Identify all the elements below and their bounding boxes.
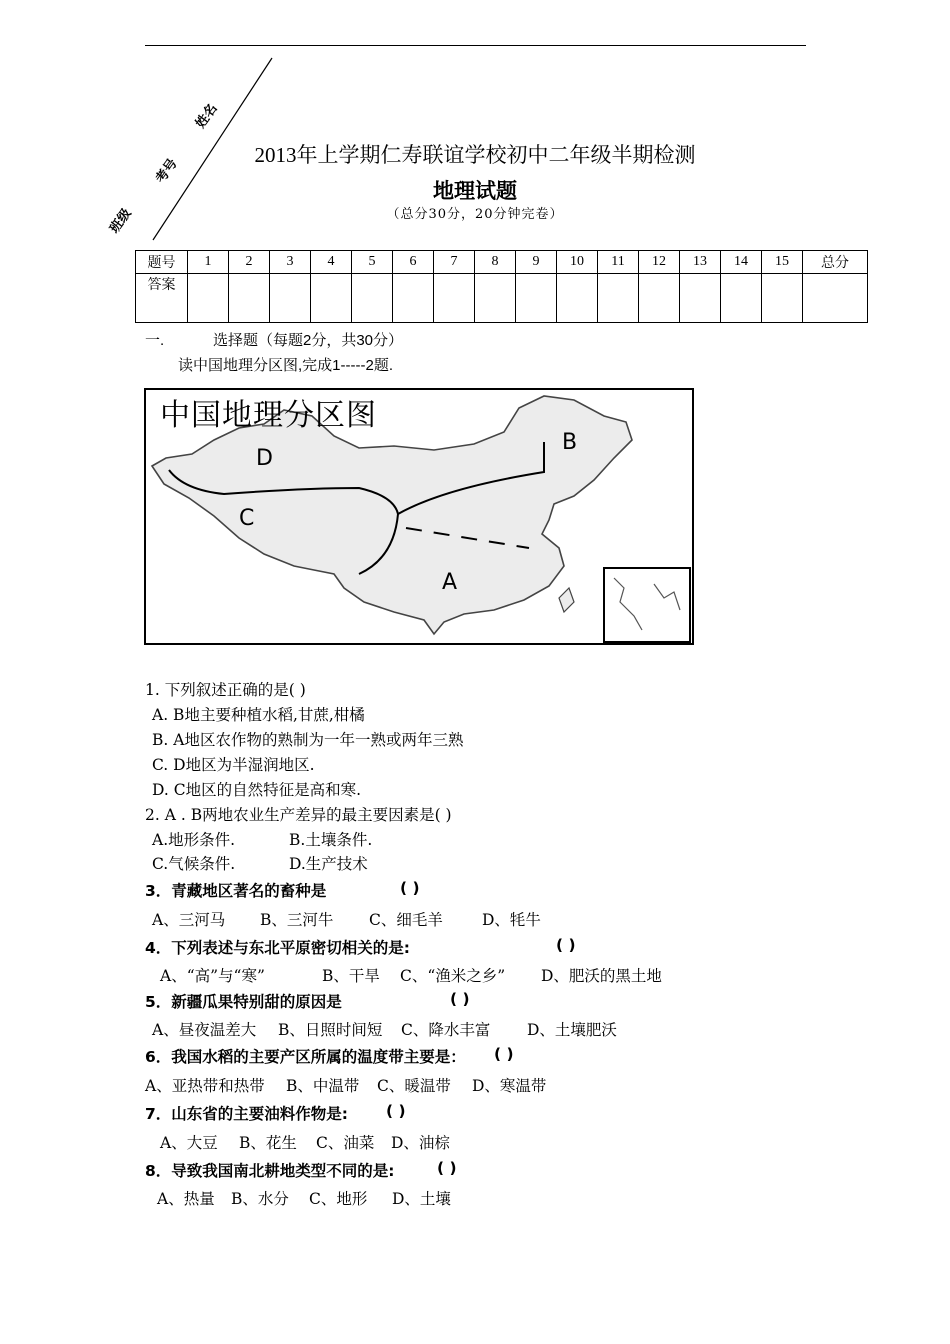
question-1-option-d: D. C地区的自然特征是高和寒.: [152, 781, 362, 799]
answer-cell[interactable]: [352, 274, 393, 323]
question-4-answer-paren: ( ): [556, 936, 576, 954]
question-2-option-c: C.气候条件.: [152, 855, 236, 873]
china-region-map: [144, 388, 694, 645]
question-4-option-a: A、“高”与“寒”: [160, 967, 265, 985]
question-5-option-d: D、土壤肥沃: [527, 1021, 617, 1039]
question-6-option-b: B、中温带: [286, 1077, 360, 1095]
col-11: 11: [598, 251, 639, 274]
region-label-c: C: [239, 506, 255, 531]
score-note: （总分30分，20分钟完卷）: [386, 207, 564, 222]
col-13: 13: [680, 251, 721, 274]
question-5-stem: 5．新疆瓜果特别甜的原因是: [145, 993, 342, 1011]
answer-cell[interactable]: [680, 274, 721, 323]
question-5-option-b: B、日照时间短: [278, 1021, 383, 1039]
col-8: 8: [475, 251, 516, 274]
col-15: 15: [762, 251, 803, 274]
col-7: 7: [434, 251, 475, 274]
question-5-option-c: C、降水丰富: [401, 1021, 491, 1039]
question-4-option-c: C、“渔米之乡”: [400, 967, 506, 985]
question-7-option-c: C、油菜: [316, 1134, 375, 1152]
answer-cell[interactable]: [188, 274, 229, 323]
question-3-option-a: A、三河马: [152, 911, 226, 929]
question-7-option-a: A、大豆: [160, 1134, 218, 1152]
col-4: 4: [311, 251, 352, 274]
col-10: 10: [557, 251, 598, 274]
col-2: 2: [229, 251, 270, 274]
answer-table-header-row: [136, 251, 868, 274]
answer-cell[interactable]: [557, 274, 598, 323]
question-8-option-c: C、地形: [309, 1190, 368, 1208]
question-5-answer-paren: ( ): [450, 990, 470, 1008]
answer-cell[interactable]: [311, 274, 352, 323]
question-7-stem: 7．山东省的主要油料作物是:: [145, 1105, 348, 1123]
col-3: 3: [270, 251, 311, 274]
question-7-answer-paren: ( ): [386, 1102, 406, 1120]
section-number: 一.: [145, 332, 165, 349]
map-title: 中国地理分区图: [160, 398, 377, 433]
top-rule: [145, 45, 806, 46]
answer-cell[interactable]: [762, 274, 803, 323]
answer-cell[interactable]: [393, 274, 434, 323]
col-1: 1: [188, 251, 229, 274]
col-14: 14: [721, 251, 762, 274]
question-3-option-d: D、牦牛: [482, 911, 541, 929]
question-8-answer-paren: ( ): [437, 1159, 457, 1177]
question-2-option-d: D.生产技术: [289, 855, 368, 873]
region-label-a: A: [442, 570, 458, 595]
col-12: 12: [639, 251, 680, 274]
question-7-option-d: D、油棕: [391, 1134, 450, 1152]
question-6-answer-paren: ( ): [494, 1045, 514, 1063]
question-2-option-a: A.地形条件.: [152, 831, 236, 849]
answer-cell[interactable]: [639, 274, 680, 323]
question-8-option-a: A、热量: [157, 1190, 215, 1208]
answer-table-answer-row: [136, 274, 868, 323]
total-score-label: 总分: [803, 251, 868, 274]
total-score-cell[interactable]: [803, 274, 868, 323]
answer-table: [135, 250, 868, 323]
answer-cell[interactable]: [721, 274, 762, 323]
map-instruction: 读中国地理分区图,完成1-----2题.: [178, 357, 393, 374]
question-1-option-c: C. D地区为半湿润地区.: [152, 756, 315, 774]
question-8-stem: 8．导致我国南北耕地类型不同的是:: [145, 1162, 395, 1180]
question-6-option-d: D、寒温带: [472, 1077, 547, 1095]
question-8-option-d: D、土壤: [392, 1190, 451, 1208]
question-6-stem: 6．我国水稻的主要产区所属的温度带主要是：: [145, 1048, 466, 1066]
section-title: 选择题（每题2分，共30分）: [213, 332, 404, 349]
question-6-option-c: C、暖温带: [377, 1077, 451, 1095]
question-3-option-b: B、三河牛: [260, 911, 334, 929]
question-7-option-b: B、花生: [239, 1134, 297, 1152]
answer-cell[interactable]: [516, 274, 557, 323]
binding-exam-no-label: 考号: [153, 156, 181, 187]
question-1-option-b: B. A地区农作物的熟制为一年一熟或两年三熟: [152, 731, 464, 749]
col-9: 9: [516, 251, 557, 274]
exam-title: 2013年上学期仁寿联谊学校初中二年级半期检测: [254, 143, 696, 167]
answer-cell[interactable]: [270, 274, 311, 323]
question-3-stem: 3．青藏地区著名的畜种是: [145, 882, 327, 900]
question-1-stem: 1. 下列叙述正确的是( ): [145, 681, 306, 699]
answer-cell[interactable]: [598, 274, 639, 323]
question-number-label: 题号: [136, 251, 188, 274]
binding-name-label: 姓名: [193, 101, 221, 132]
question-1-option-a: A. B地主要种植水稻,甘蔗,柑橘: [152, 706, 365, 724]
answer-cell[interactable]: [229, 274, 270, 323]
answer-cell[interactable]: [434, 274, 475, 323]
question-2-option-b: B.土壤条件.: [289, 831, 373, 849]
region-label-d: D: [256, 446, 273, 471]
answer-label: 答案: [136, 274, 188, 323]
question-4-option-d: D、肥沃的黑土地: [541, 967, 662, 985]
question-8-option-b: B、水分: [231, 1190, 289, 1208]
question-5-option-a: A、昼夜温差大: [152, 1021, 257, 1039]
subject-title: 地理试题: [433, 179, 517, 203]
answer-cell[interactable]: [475, 274, 516, 323]
question-4-option-b: B、干旱: [322, 967, 380, 985]
question-3-answer-paren: ( ): [400, 879, 420, 897]
binding-class-label: 班级: [107, 206, 135, 237]
question-3-option-c: C、细毛羊: [369, 911, 443, 929]
col-6: 6: [393, 251, 434, 274]
question-4-stem: 4．下列表述与东北平原密切相关的是:: [145, 939, 410, 957]
question-6-option-a: A、亚热带和热带: [145, 1077, 265, 1095]
question-2-stem: 2. A . B两地农业生产差异的最主要因素是( ): [145, 806, 452, 824]
region-label-b: B: [562, 430, 578, 455]
col-5: 5: [352, 251, 393, 274]
